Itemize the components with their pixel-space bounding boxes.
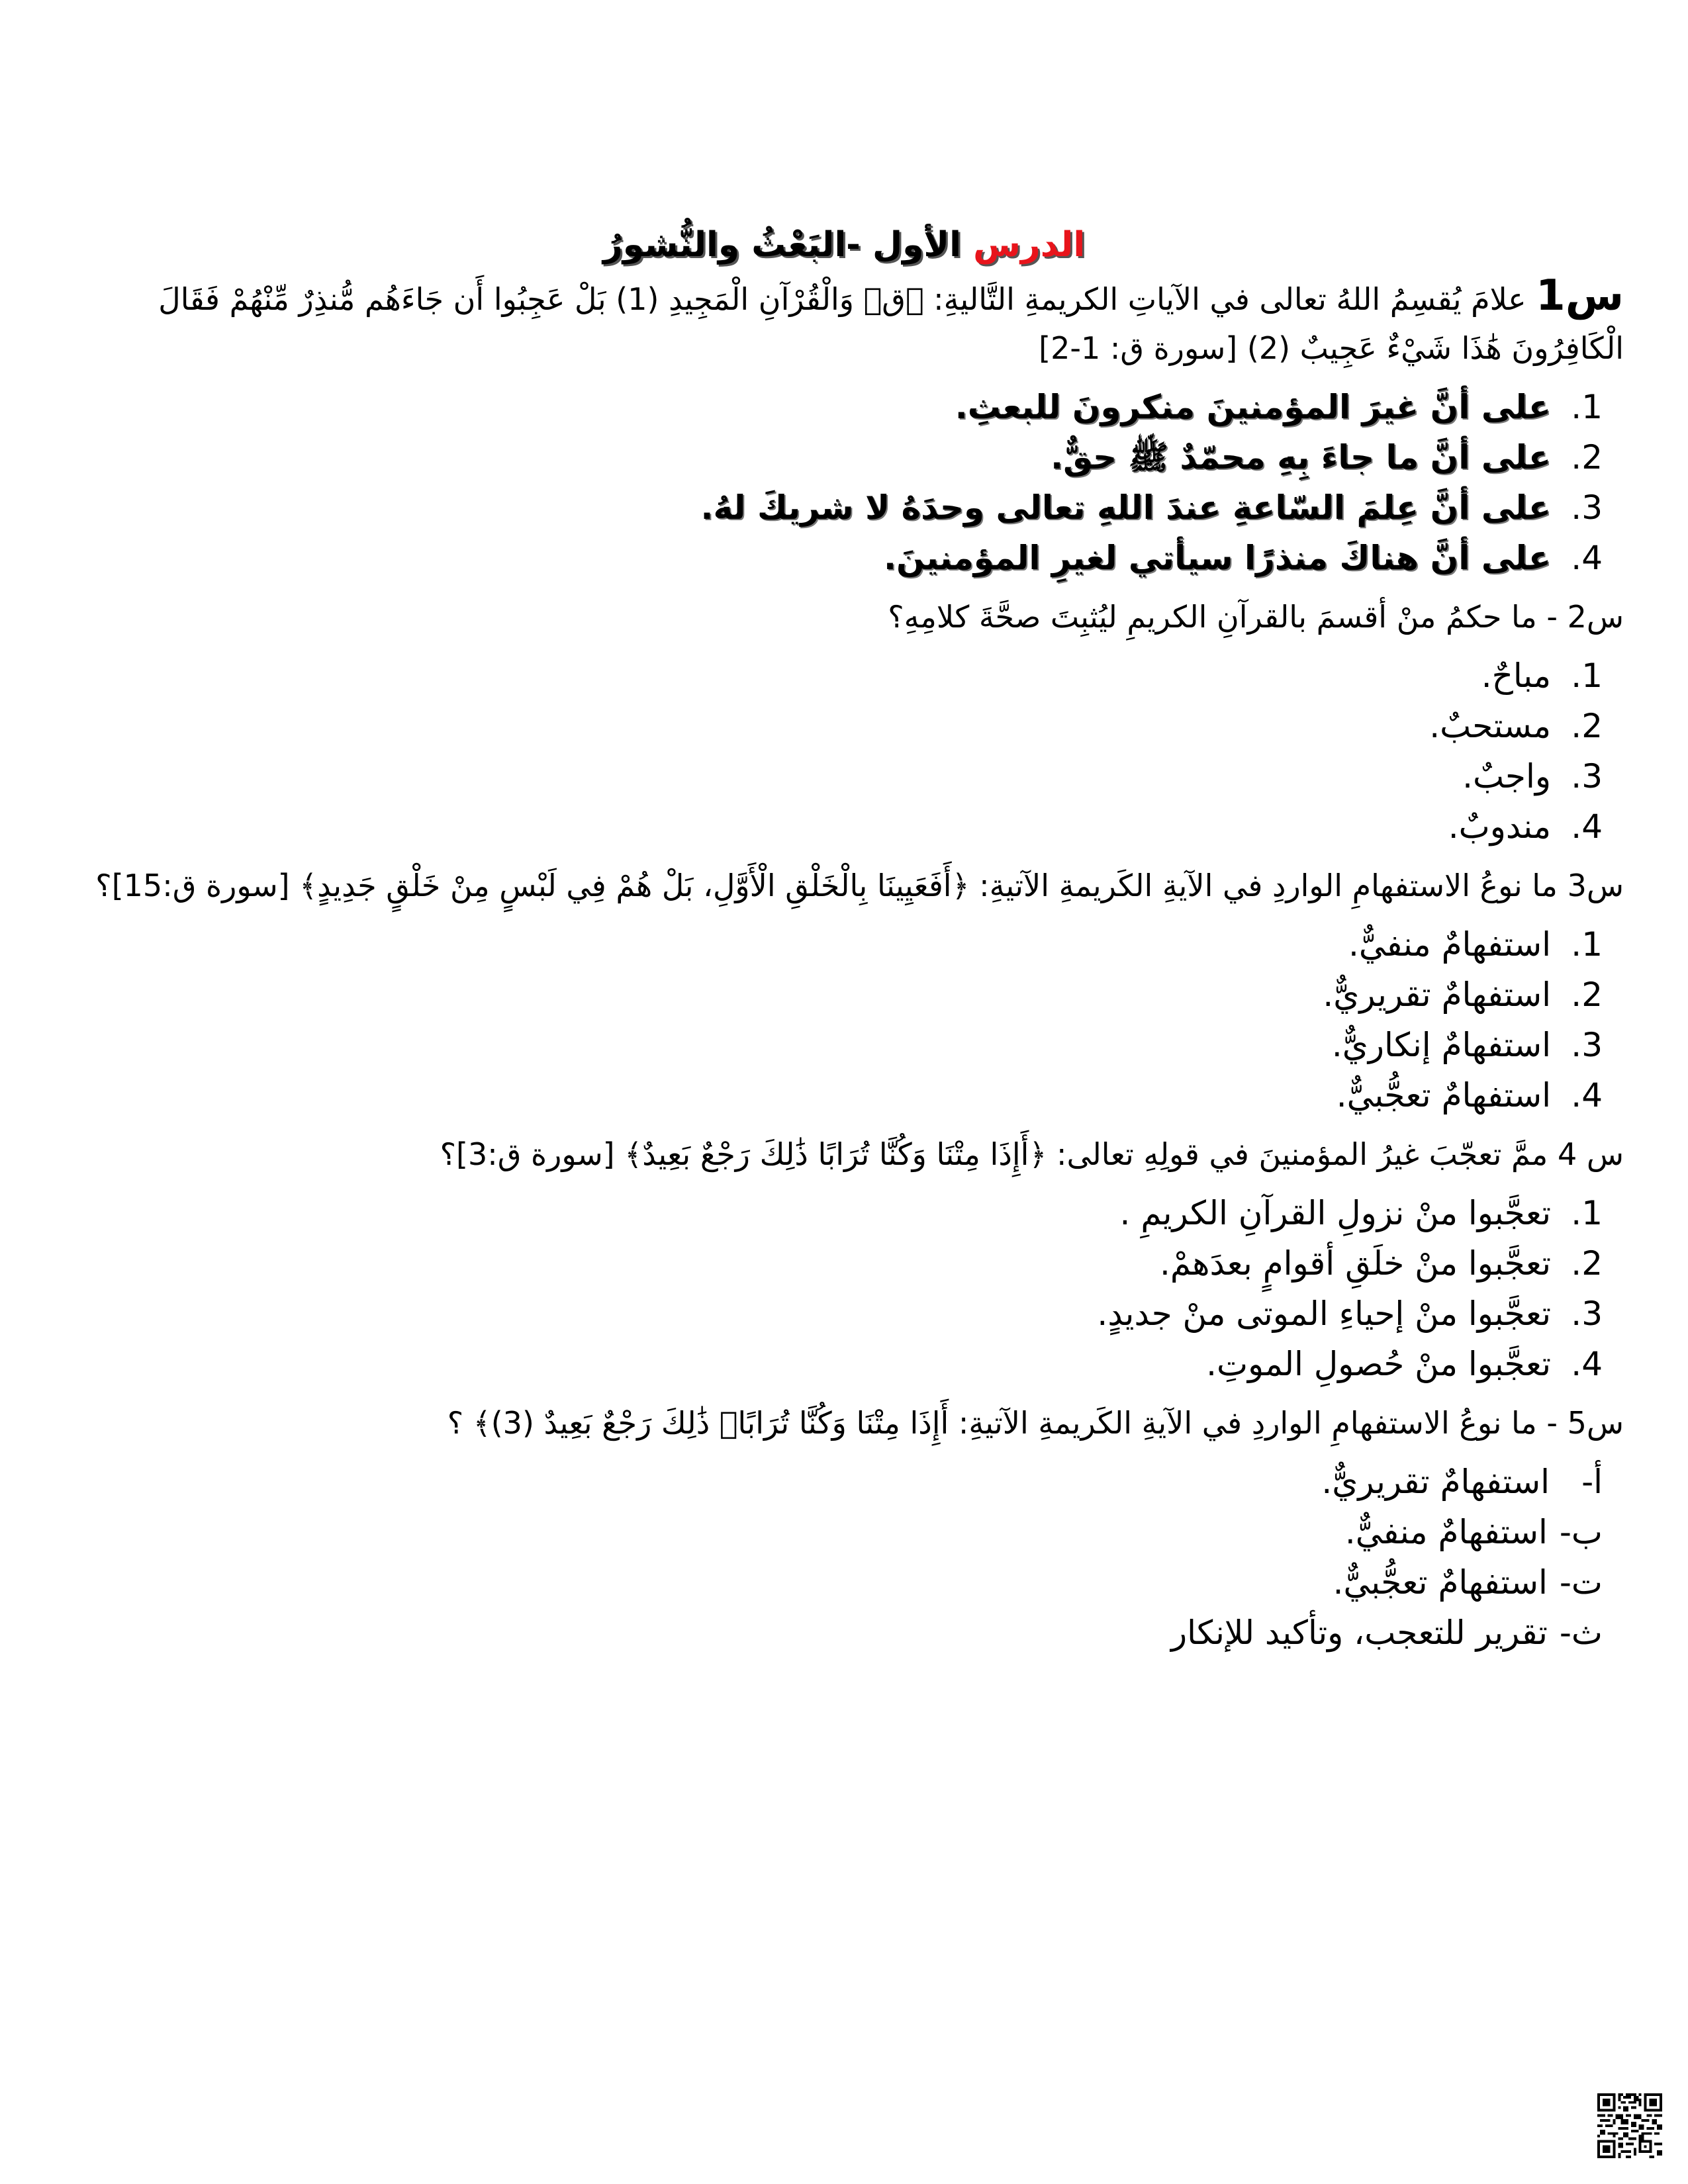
option[interactable] [66, 482, 1624, 533]
question-5-prompt [66, 1398, 1624, 1447]
question-3-prompt [66, 861, 1624, 910]
lesson-title [0, 222, 1688, 268]
question-2 [66, 592, 1624, 852]
question-1-options [66, 382, 1624, 583]
option[interactable] [66, 1289, 1624, 1339]
option-number: 1. [1571, 1194, 1603, 1232]
option-text: على أنَّ عِلمَ السّاعةِ عندَ اللهِ تعالى وحدَهُ لا شريكَ لهُ. [700, 488, 1551, 527]
option-letter: ب- [1559, 1513, 1603, 1551]
option-number: 2. [1571, 707, 1603, 745]
option-text: على أنَّ هناكَ منذرًا سيأتي لغيرِ المؤمنينَ. [883, 539, 1551, 577]
question-3-options [66, 919, 1624, 1120]
option-text: على أنَّ ما جاءَ بِهِ محمّدٌ ﷺ حقٌّ. [1051, 438, 1551, 477]
option[interactable] [66, 1608, 1624, 1658]
option-text: تعجَّبوا منْ إحياءِ الموتى منْ جديدٍ. [1097, 1295, 1551, 1333]
option-text: مباحٌ. [1481, 657, 1551, 695]
option-number: 4. [1571, 1076, 1603, 1115]
question-4-text: ممَّ تعجّبَ غيرُ المؤمنينَ في قولِهِ تعالى: ﴿أَإِذَا مِتْنَا وَكُنَّا تُرَابًا ذَٰلِكَ رَجْعٌ بَعِيدٌ﴾ [سورة ق:3]؟ [440, 1136, 1548, 1172]
option[interactable] [66, 651, 1624, 701]
question-2-label: س2 [1567, 599, 1624, 635]
option-text: استفهامٌ تعجُّبيٌّ. [1336, 1076, 1551, 1115]
qr-code-icon[interactable] [1597, 2093, 1662, 2158]
lesson-title-highlight: الدرس [973, 224, 1086, 265]
option-text: استفهامٌ إنكاريٌّ. [1331, 1026, 1551, 1064]
option-text: استفهامٌ منفيٌّ. [1348, 925, 1551, 964]
option[interactable] [66, 1238, 1624, 1289]
option-text: تعجَّبوا منْ نزولِ القرآنِ الكريمِ . [1119, 1194, 1551, 1232]
question-1 [66, 271, 1624, 583]
option-letter: ت- [1559, 1563, 1603, 1602]
option-number: 4. [1571, 1345, 1603, 1383]
question-1-prompt [66, 271, 1624, 373]
option-text: مستحبٌ. [1429, 707, 1551, 745]
option[interactable] [66, 1339, 1624, 1389]
option[interactable] [66, 432, 1624, 482]
option-number: 3. [1571, 1026, 1603, 1064]
question-5 [66, 1398, 1624, 1658]
option-text: على أنَّ غيرَ المؤمنينَ منكرونَ للبعثِ. [955, 388, 1551, 426]
option[interactable] [66, 970, 1624, 1020]
option-letter: أ- [1581, 1463, 1603, 1501]
question-4-label: س 4 [1557, 1136, 1624, 1172]
question-5-text: - ما نوعُ الاستفهامِ الواردِ في الآيةِ الكَريمةِ الآتيةِ: أَإِذَا مِتْنَا وَكُنَّا تُرَابًاۖ ذَٰلِكَ رَجْعٌ بَعِيدٌ (3)﴾ ؟ [447, 1405, 1558, 1441]
option[interactable] [66, 801, 1624, 852]
question-4-options [66, 1188, 1624, 1389]
question-1-text: علامَ يُقسِمُ اللهُ تعالى في الآياتِ الكريمةِ التَّاليةِ: ﴿قۚ وَالْقُرْآنِ الْمَجِيدِ (1) بَلْ عَجِبُوا أَن جَاءَهُم مُّنذِرٌ مِّنْهُمْ فَقَالَ الْكَافِرُونَ هَٰذَا شَيْءٌ عَجِيبٌ (2) [سورة ق: 1-2] [158, 281, 1624, 366]
option-text: تعجَّبوا منْ حُصولِ الموتِ. [1206, 1345, 1551, 1383]
option[interactable] [66, 1020, 1624, 1070]
question-3-label: س3 [1567, 868, 1624, 903]
option-number: 4. [1571, 807, 1603, 846]
questions-container [66, 271, 1624, 1667]
option-text: استفهامٌ تقريريٌّ. [1323, 976, 1551, 1014]
question-5-label: س5 [1567, 1405, 1624, 1441]
option-number: 2. [1571, 1244, 1603, 1283]
lesson-title-rest: الأول -البَعْثُ والنُّشورُ [602, 224, 961, 265]
question-3 [66, 861, 1624, 1120]
option-number: 4. [1571, 539, 1603, 577]
question-2-prompt [66, 592, 1624, 641]
option-number: 2. [1571, 438, 1603, 477]
option[interactable] [66, 701, 1624, 751]
option[interactable] [66, 1457, 1624, 1507]
option-text: تعجَّبوا منْ خلَقِ أقوامٍ بعدَهمْ. [1160, 1244, 1551, 1283]
option[interactable] [66, 1507, 1624, 1557]
question-4 [66, 1130, 1624, 1389]
option-number: 3. [1571, 757, 1603, 796]
question-3-text: ما نوعُ الاستفهامِ الواردِ في الآيةِ الكَريمةِ الآتيةِ: ﴿أَفَعَيِينَا بِالْخَلْقِ الْأَوَّلِ، بَلْ هُمْ فِي لَبْسٍ مِنْ خَلْقٍ جَدِيدٍ﴾ [سورة ق:15]؟ [95, 868, 1558, 903]
option-number: 2. [1571, 976, 1603, 1014]
option[interactable] [66, 1070, 1624, 1120]
option-text: مندوبٌ. [1448, 807, 1551, 846]
option[interactable] [66, 1557, 1624, 1608]
option-number: 1. [1571, 925, 1603, 964]
option-number: 1. [1571, 657, 1603, 695]
option[interactable] [66, 751, 1624, 801]
option-number: 3. [1571, 1295, 1603, 1333]
question-1-label: س1 [1536, 271, 1624, 320]
option-number: 1. [1571, 388, 1603, 426]
option-text: تقرير للتعجب، وتأكيد للإنكار [1170, 1614, 1548, 1652]
question-2-options [66, 651, 1624, 852]
option[interactable] [66, 919, 1624, 970]
option-text: استفهامٌ منفيٌّ. [1344, 1513, 1548, 1551]
option[interactable] [66, 1188, 1624, 1238]
option-text: واجبٌ. [1462, 757, 1551, 796]
option-letter: ث- [1559, 1614, 1603, 1652]
option-text: استفهامٌ تعجُّبيٌّ. [1333, 1563, 1548, 1602]
question-4-prompt [66, 1130, 1624, 1179]
question-5-options [66, 1457, 1624, 1658]
option-number: 3. [1571, 488, 1603, 527]
option[interactable] [66, 533, 1624, 583]
option-text: استفهامٌ تقريريٌّ. [1321, 1463, 1550, 1501]
option[interactable] [66, 382, 1624, 432]
question-2-text: - ما حكمُ منْ أقسمَ بالقرآنِ الكريمِ ليُثبِتَ صحَّةَ كلامِهِ؟ [888, 599, 1558, 635]
